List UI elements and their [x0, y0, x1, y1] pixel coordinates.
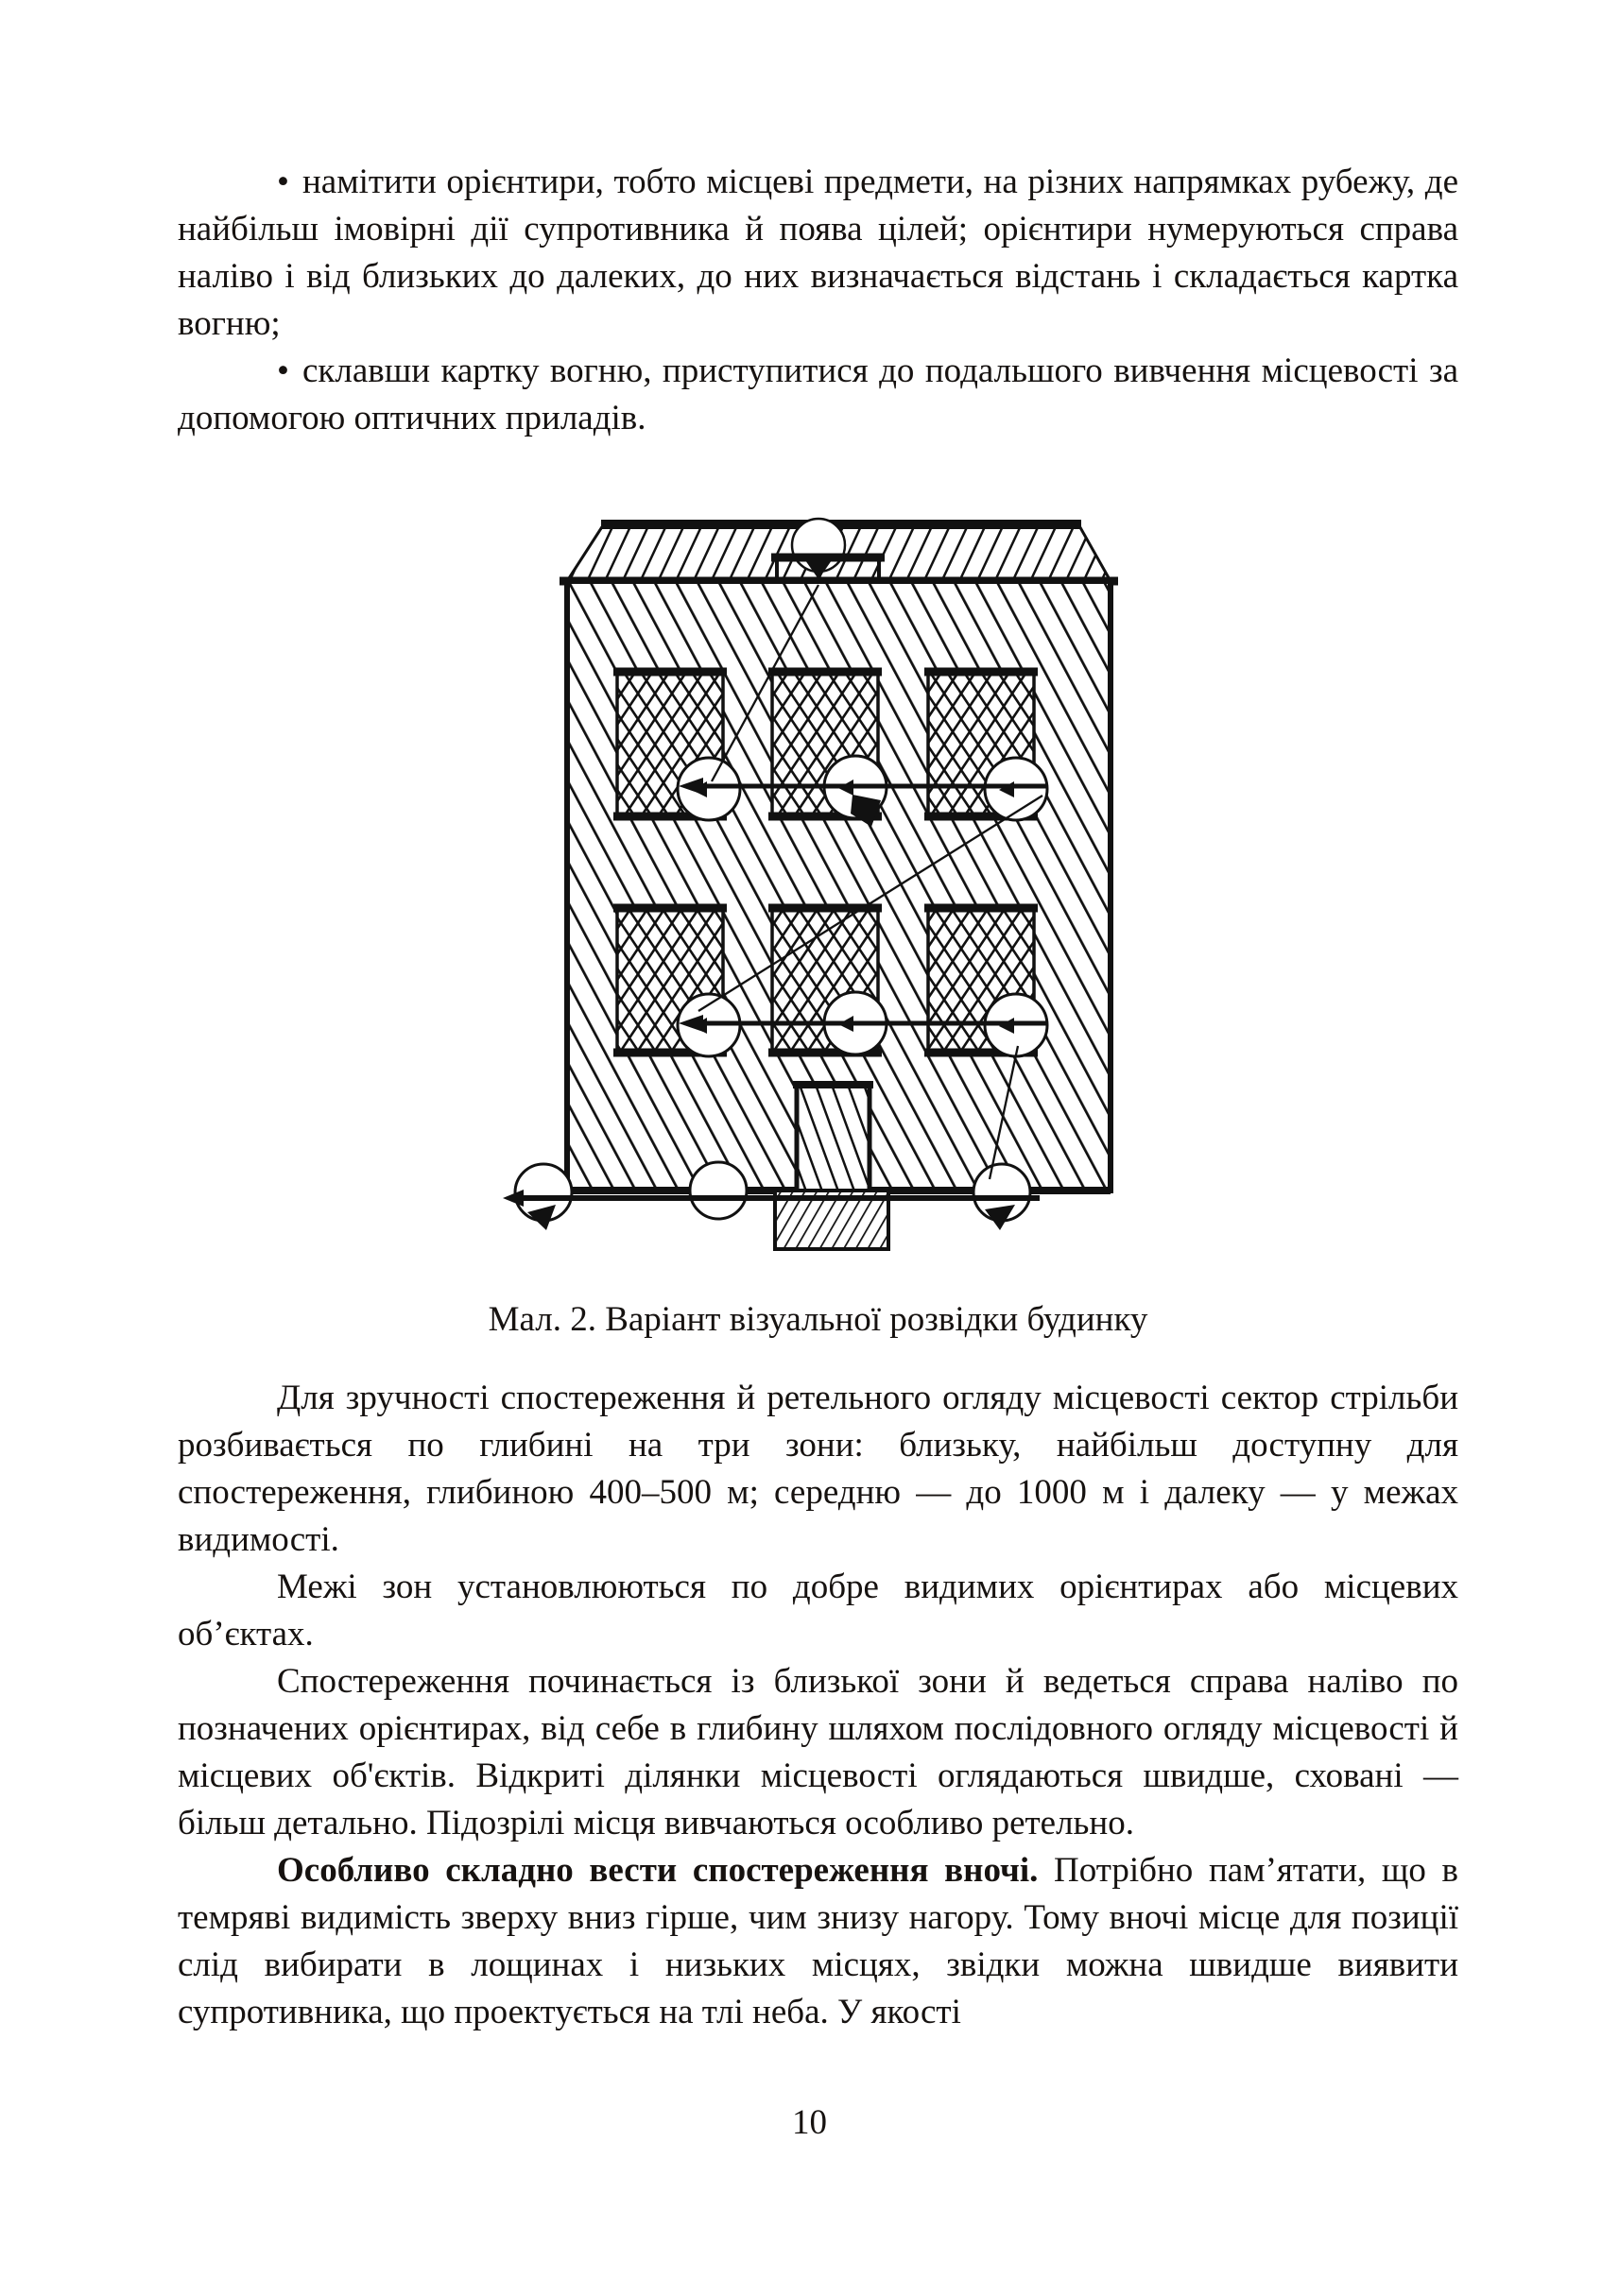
bullet-paragraph — [178, 159, 1458, 348]
paragraph: Для зручності спостереження й ретельного огляду місцевості сектор стрільби розбивається по глибині на три зони: близьку, найбільш доступну для спостереження, глибиною 400–500 м; середню — до 1000 м і далеку — у межах видимості. — [178, 1379, 1458, 1559]
paragraph: Межі зон установлюються по добре видимих орієнтирах або місцевих об’єктах. — [178, 1568, 1458, 1653]
paragraph-rest-text: Потрібно пам’ятати, що в темряві видимість зверху вниз гірше, чим знизу нагору. Тому вночі місце для позиції слід вибирати в лощинах і низьких місцях, звідки можна швидше виявити супротивника, що проектується на тлі неба. У якості — [178, 1851, 1458, 2031]
door — [793, 1084, 873, 1191]
figure-building-diagram — [501, 515, 1144, 1271]
paragraph: Спостереження починається із близької зони й ведеться справа наліво по позначених орієнтирах, від себе в глибину шляхом послідовного огляду місцевості й місцевих об'єктів. Відкриті ділянки місцевості оглядаються швидше, сховані — більш детально. Підозрілі місця вивчаються особливо ретельно. — [178, 1662, 1458, 1842]
observation-point-icon — [985, 758, 1047, 820]
bold-lead-text: Особливо складно вести спостереження вночі. — [277, 1851, 1039, 1890]
bullet-text: склавши картку вогню, приступитися до подальшого вивчення місцевості за допомогою оптичних приладів. — [178, 351, 1458, 437]
arrow-left-icon — [503, 1190, 524, 1207]
bullet-icon: • — [277, 163, 289, 201]
bullet-list — [178, 159, 1458, 442]
paragraph-night — [178, 1847, 1458, 2036]
body-text — [178, 1375, 1458, 2036]
observation-point-icon — [690, 1162, 747, 1219]
bullet-paragraph — [178, 348, 1458, 442]
building-diagram-svg — [501, 515, 1144, 1271]
bullet-text: намітити орієнтири, тобто місцеві предмети, на різних напрямках рубежу, де найбільш імовірні дії супротивника й поява цілей; орієнтири нумеруються справа наліво і від близьких до далеких, до них визначається відстань і складається картка вогню; — [178, 163, 1458, 343]
figure-caption: Мал. 2. Варіант візуальної розвідки будинку — [488, 1300, 1148, 1339]
bullet-icon: • — [277, 351, 289, 390]
page-number: 10 — [792, 2103, 827, 2142]
